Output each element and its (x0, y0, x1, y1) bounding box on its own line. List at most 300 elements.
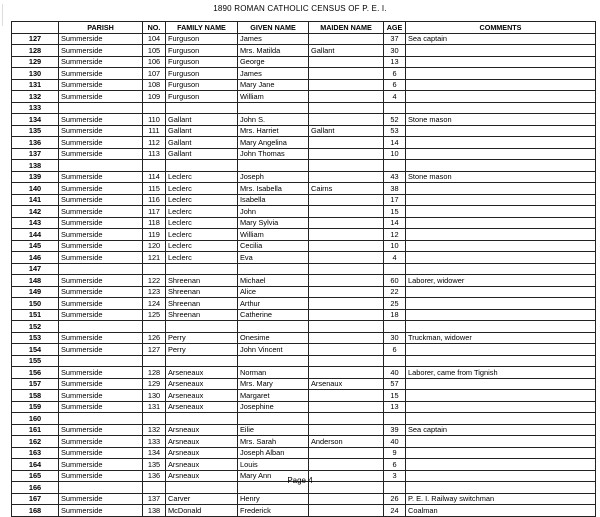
table-row (12, 217, 596, 229)
comments-header: COMMENTS (406, 22, 596, 34)
household-no-cell: 129 (143, 378, 166, 390)
family-name-cell: Leclerc (166, 206, 238, 218)
given-name-cell: Onesime (238, 332, 309, 344)
household-no-cell: 113 (143, 148, 166, 160)
maiden-name-cell (309, 321, 384, 333)
maiden-name-cell: Gallant (309, 45, 384, 57)
age-cell: 6 (384, 344, 406, 356)
age-cell: 24 (384, 505, 406, 517)
maiden-name-header: MAIDEN NAME (309, 22, 384, 34)
household-no-cell: 117 (143, 206, 166, 218)
census-table (11, 21, 596, 517)
given-name-cell: Mary Sylvia (238, 217, 309, 229)
comments-cell (406, 240, 596, 252)
table-row (12, 68, 596, 80)
family-name-cell: Gallant (166, 148, 238, 160)
parish-cell: Summerside (59, 217, 143, 229)
row-number-cell: 133 (12, 102, 59, 114)
parish-cell: Summerside (59, 390, 143, 402)
family-name-cell: Leclerc (166, 252, 238, 264)
age-cell: 22 (384, 286, 406, 298)
row-number-cell: 151 (12, 309, 59, 321)
age-cell: 18 (384, 309, 406, 321)
given-name-cell: George (238, 56, 309, 68)
parish-cell: Summerside (59, 229, 143, 241)
row-number-cell: 163 (12, 447, 59, 459)
given-name-cell: Joseph (238, 171, 309, 183)
age-cell: 4 (384, 91, 406, 103)
maiden-name-cell (309, 505, 384, 517)
given-name-cell: Isabella (238, 194, 309, 206)
age-cell (384, 355, 406, 367)
comments-cell (406, 45, 596, 57)
household-no-cell: 136 (143, 470, 166, 482)
maiden-name-cell (309, 206, 384, 218)
table-row (12, 194, 596, 206)
family-name-cell: Leclerc (166, 229, 238, 241)
comments-cell (406, 309, 596, 321)
given-name-cell: William (238, 91, 309, 103)
age-cell: 10 (384, 148, 406, 160)
family-name-cell: Arseneaux (166, 378, 238, 390)
household-no-cell: 114 (143, 171, 166, 183)
family-name-cell: Perry (166, 332, 238, 344)
comments-cell (406, 263, 596, 275)
row-number-cell: 139 (12, 171, 59, 183)
parish-cell (59, 102, 143, 114)
family-name-cell: Arsneaux (166, 436, 238, 448)
given-name-cell (238, 413, 309, 425)
parish-cell: Summerside (59, 332, 143, 344)
table-row (12, 91, 596, 103)
parish-cell (59, 413, 143, 425)
household-no-cell: 116 (143, 194, 166, 206)
parish-cell: Summerside (59, 45, 143, 57)
comments-cell (406, 436, 596, 448)
row-number-cell: 134 (12, 114, 59, 126)
given-name-cell: John Thomas (238, 148, 309, 160)
given-name-cell: James (238, 68, 309, 80)
comments-cell (406, 252, 596, 264)
family-name-cell: Leclerc (166, 171, 238, 183)
table-row (12, 160, 596, 172)
row-number-cell: 143 (12, 217, 59, 229)
census-rows (12, 33, 596, 516)
row-number-cell: 141 (12, 194, 59, 206)
maiden-name-cell (309, 114, 384, 126)
table-row (12, 148, 596, 160)
parish-cell: Summerside (59, 344, 143, 356)
comments-cell (406, 229, 596, 241)
age-cell: 3 (384, 470, 406, 482)
maiden-name-cell (309, 79, 384, 91)
given-name-cell: Mrs. Matilda (238, 45, 309, 57)
given-name-cell: Alice (238, 286, 309, 298)
given-name-cell: John S. (238, 114, 309, 126)
row-number-cell: 155 (12, 355, 59, 367)
comments-cell: Truckman, widower (406, 332, 596, 344)
household-no-cell: 131 (143, 401, 166, 413)
parish-cell: Summerside (59, 114, 143, 126)
row-number-cell: 137 (12, 148, 59, 160)
row-number-header (12, 22, 59, 34)
page-footer: Page 4 (287, 476, 313, 485)
age-cell: 6 (384, 459, 406, 471)
age-cell: 9 (384, 447, 406, 459)
table-row (12, 79, 596, 91)
maiden-name-cell (309, 355, 384, 367)
family-name-cell: Arsneaux (166, 459, 238, 471)
comments-cell (406, 194, 596, 206)
given-name-cell: Mary Angelina (238, 137, 309, 149)
table-row (12, 183, 596, 195)
family-name-cell: Arseneaux (166, 401, 238, 413)
given-name-cell: John (238, 206, 309, 218)
age-cell: 38 (384, 183, 406, 195)
given-name-cell: Mary Ann (238, 470, 309, 482)
comments-cell (406, 378, 596, 390)
maiden-name-cell (309, 252, 384, 264)
household-no-cell: 135 (143, 459, 166, 471)
age-cell: 39 (384, 424, 406, 436)
household-no-cell: 111 (143, 125, 166, 137)
table-row (12, 102, 596, 114)
row-number-cell: 148 (12, 275, 59, 287)
age-cell: 52 (384, 114, 406, 126)
maiden-name-cell (309, 459, 384, 471)
family-name-cell: Gallant (166, 125, 238, 137)
family-name-cell (166, 160, 238, 172)
maiden-name-cell: Arsenaux (309, 378, 384, 390)
maiden-name-cell (309, 68, 384, 80)
parish-cell: Summerside (59, 56, 143, 68)
comments-cell: Laborer, widower (406, 275, 596, 287)
parish-cell: Summerside (59, 298, 143, 310)
comments-cell (406, 160, 596, 172)
maiden-name-cell (309, 148, 384, 160)
document-title: 1890 ROMAN CATHOLIC CENSUS OF P. E. I. (213, 4, 387, 13)
comments-cell: Coalman (406, 505, 596, 517)
row-number-cell: 129 (12, 56, 59, 68)
family-name-cell: Gallant (166, 137, 238, 149)
comments-cell (406, 102, 596, 114)
maiden-name-cell (309, 367, 384, 379)
household-no-cell: 121 (143, 252, 166, 264)
table-row (12, 45, 596, 57)
parish-cell (59, 355, 143, 367)
maiden-name-cell (309, 56, 384, 68)
table-row (12, 436, 596, 448)
household-no-cell: 128 (143, 367, 166, 379)
age-cell: 4 (384, 252, 406, 264)
maiden-name-cell (309, 217, 384, 229)
parish-cell: Summerside (59, 275, 143, 287)
age-cell: 60 (384, 275, 406, 287)
age-cell: 15 (384, 390, 406, 402)
family-name-cell: Arsneaux (166, 424, 238, 436)
household-no-cell: 133 (143, 436, 166, 448)
row-number-cell: 127 (12, 33, 59, 45)
family-name-cell: Leclerc (166, 194, 238, 206)
family-name-cell: Carver (166, 493, 238, 505)
maiden-name-cell (309, 102, 384, 114)
household-no-cell (143, 160, 166, 172)
comments-cell (406, 125, 596, 137)
household-no-cell: 112 (143, 137, 166, 149)
maiden-name-cell (309, 286, 384, 298)
age-cell: 30 (384, 45, 406, 57)
family-name-cell (166, 321, 238, 333)
parish-cell: Summerside (59, 206, 143, 218)
maiden-name-cell: Gallant (309, 125, 384, 137)
parish-cell: Summerside (59, 493, 143, 505)
given-name-cell: Josephine (238, 401, 309, 413)
comments-cell (406, 390, 596, 402)
maiden-name-cell (309, 424, 384, 436)
given-name-cell: Michael (238, 275, 309, 287)
comments-cell (406, 321, 596, 333)
given-name-cell (238, 263, 309, 275)
parish-cell: Summerside (59, 286, 143, 298)
given-name-cell: Arthur (238, 298, 309, 310)
given-name-cell: Mary Jane (238, 79, 309, 91)
maiden-name-cell (309, 493, 384, 505)
maiden-name-cell (309, 194, 384, 206)
row-number-cell: 153 (12, 332, 59, 344)
parish-cell: Summerside (59, 505, 143, 517)
row-number-cell: 140 (12, 183, 59, 195)
family-name-cell: Leclerc (166, 217, 238, 229)
parish-cell: Summerside (59, 68, 143, 80)
parish-cell: Summerside (59, 91, 143, 103)
household-no-cell: 124 (143, 298, 166, 310)
household-no-cell: 119 (143, 229, 166, 241)
parish-cell: Summerside (59, 240, 143, 252)
row-number-cell: 136 (12, 137, 59, 149)
comments-cell (406, 413, 596, 425)
family-name-cell: Arsneaux (166, 470, 238, 482)
household-no-cell: 115 (143, 183, 166, 195)
age-cell: 14 (384, 137, 406, 149)
given-name-cell: Mrs. Sarah (238, 436, 309, 448)
household-no-cell: 127 (143, 344, 166, 356)
given-name-cell: John Vincent (238, 344, 309, 356)
table-row (12, 56, 596, 68)
age-cell: 40 (384, 367, 406, 379)
maiden-name-cell (309, 263, 384, 275)
household-no-cell: 138 (143, 505, 166, 517)
table-row (12, 367, 596, 379)
comments-cell: Sea captain (406, 424, 596, 436)
household-no-cell (143, 321, 166, 333)
table-row (12, 447, 596, 459)
parish-header: PARISH (59, 22, 143, 34)
age-cell (384, 263, 406, 275)
comments-cell (406, 459, 596, 471)
table-row (12, 309, 596, 321)
comments-cell: Sea captain (406, 33, 596, 45)
age-header: AGE (384, 22, 406, 34)
comments-cell (406, 401, 596, 413)
maiden-name-cell (309, 275, 384, 287)
parish-cell (59, 321, 143, 333)
parish-cell: Summerside (59, 447, 143, 459)
comments-cell (406, 148, 596, 160)
row-number-cell: 162 (12, 436, 59, 448)
household-no-cell: 106 (143, 56, 166, 68)
maiden-name-cell (309, 447, 384, 459)
maiden-name-cell (309, 33, 384, 45)
comments-cell (406, 206, 596, 218)
comments-cell (406, 68, 596, 80)
table-row (12, 355, 596, 367)
row-number-cell: 142 (12, 206, 59, 218)
age-cell: 43 (384, 171, 406, 183)
table-row (12, 240, 596, 252)
family-name-cell: Gallant (166, 114, 238, 126)
given-name-cell: Eilie (238, 424, 309, 436)
given-name-cell: Frederick (238, 505, 309, 517)
household-no-cell: 104 (143, 33, 166, 45)
parish-cell: Summerside (59, 33, 143, 45)
maiden-name-cell (309, 240, 384, 252)
table-row (12, 171, 596, 183)
age-cell (384, 102, 406, 114)
row-number-cell: 138 (12, 160, 59, 172)
table-row (12, 459, 596, 471)
given-name-cell: Catherine (238, 309, 309, 321)
age-cell: 6 (384, 68, 406, 80)
given-name-cell: Louis (238, 459, 309, 471)
row-number-cell: 128 (12, 45, 59, 57)
row-number-cell: 168 (12, 505, 59, 517)
family-name-cell: Furguson (166, 45, 238, 57)
maiden-name-cell (309, 229, 384, 241)
household-no-cell: 137 (143, 493, 166, 505)
parish-cell: Summerside (59, 424, 143, 436)
row-number-cell: 159 (12, 401, 59, 413)
maiden-name-cell (309, 413, 384, 425)
table-row (12, 505, 596, 517)
row-number-cell: 144 (12, 229, 59, 241)
age-cell: 40 (384, 436, 406, 448)
row-number-cell: 147 (12, 263, 59, 275)
household-no-cell (143, 263, 166, 275)
maiden-name-cell (309, 390, 384, 402)
given-name-cell (238, 355, 309, 367)
table-row (12, 275, 596, 287)
household-no-cell: 107 (143, 68, 166, 80)
given-name-cell: Eva (238, 252, 309, 264)
comments-cell (406, 298, 596, 310)
parish-cell: Summerside (59, 137, 143, 149)
table-row (12, 125, 596, 137)
given-name-cell: James (238, 33, 309, 45)
table-row (12, 263, 596, 275)
age-cell: 6 (384, 79, 406, 91)
household-no-cell: 134 (143, 447, 166, 459)
row-number-cell: 164 (12, 459, 59, 471)
age-cell: 15 (384, 206, 406, 218)
household-no-cell: 122 (143, 275, 166, 287)
table-row (12, 413, 596, 425)
maiden-name-cell (309, 160, 384, 172)
maiden-name-cell (309, 344, 384, 356)
family-name-cell (166, 413, 238, 425)
comments-cell (406, 217, 596, 229)
table-row (12, 493, 596, 505)
age-cell: 53 (384, 125, 406, 137)
given-name-cell (238, 160, 309, 172)
comments-cell (406, 91, 596, 103)
household-no-cell: 125 (143, 309, 166, 321)
table-row (12, 33, 596, 45)
row-number-cell: 131 (12, 79, 59, 91)
age-cell: 10 (384, 240, 406, 252)
maiden-name-cell (309, 332, 384, 344)
family-name-cell: Furguson (166, 56, 238, 68)
parish-cell: Summerside (59, 79, 143, 91)
parish-cell: Summerside (59, 309, 143, 321)
comments-cell (406, 79, 596, 91)
age-cell: 12 (384, 229, 406, 241)
row-number-cell: 146 (12, 252, 59, 264)
family-name-cell: Shreenan (166, 298, 238, 310)
family-name-cell: Arseneaux (166, 390, 238, 402)
parish-cell: Summerside (59, 367, 143, 379)
parish-cell: Summerside (59, 459, 143, 471)
row-number-cell: 161 (12, 424, 59, 436)
parish-cell: Summerside (59, 378, 143, 390)
maiden-name-cell (309, 171, 384, 183)
comments-cell (406, 344, 596, 356)
row-number-cell: 154 (12, 344, 59, 356)
maiden-name-cell (309, 137, 384, 149)
row-number-cell: 160 (12, 413, 59, 425)
row-number-cell: 157 (12, 378, 59, 390)
comments-cell: Laborer, came from Tignish (406, 367, 596, 379)
parish-cell: Summerside (59, 183, 143, 195)
household-no-cell: 130 (143, 390, 166, 402)
parish-cell: Summerside (59, 194, 143, 206)
family-name-cell: Leclerc (166, 183, 238, 195)
row-number-cell: 132 (12, 91, 59, 103)
household-no-cell: 123 (143, 286, 166, 298)
age-cell: 37 (384, 33, 406, 45)
household-no-cell: 126 (143, 332, 166, 344)
table-row (12, 332, 596, 344)
table-row (12, 401, 596, 413)
age-cell: 17 (384, 194, 406, 206)
row-number-cell: 145 (12, 240, 59, 252)
family-name-cell: Shreenan (166, 286, 238, 298)
given-name-cell: Mrs. Mary (238, 378, 309, 390)
table-row (12, 424, 596, 436)
table-row (12, 252, 596, 264)
parish-cell: Summerside (59, 436, 143, 448)
table-row (12, 378, 596, 390)
row-number-cell: 150 (12, 298, 59, 310)
maiden-name-cell (309, 309, 384, 321)
age-cell: 13 (384, 56, 406, 68)
given-name-header: GIVEN NAME (238, 22, 309, 34)
household-no-cell: 108 (143, 79, 166, 91)
age-cell: 30 (384, 332, 406, 344)
row-number-cell: 156 (12, 367, 59, 379)
no-header: NO. (143, 22, 166, 34)
comments-cell: Stone mason (406, 114, 596, 126)
table-row (12, 321, 596, 333)
